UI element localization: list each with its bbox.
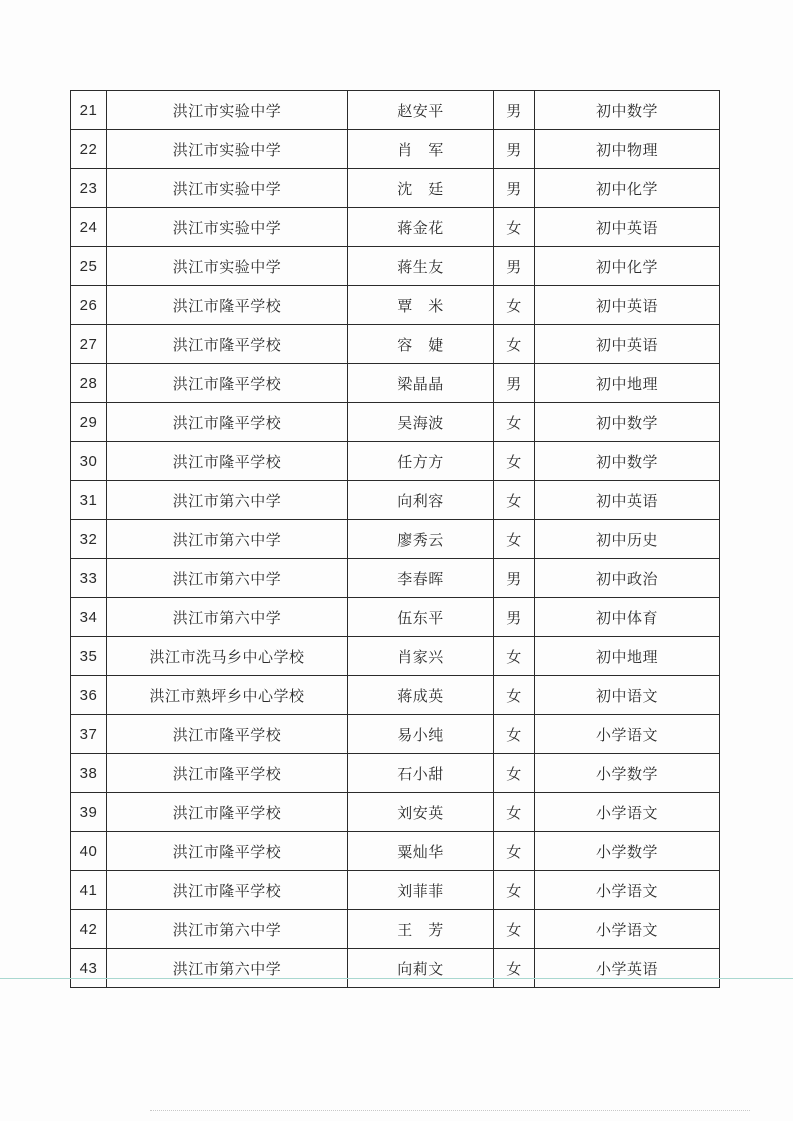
table-row [71, 598, 720, 637]
table-row [71, 325, 720, 364]
cell-subject: 初中数学 [535, 91, 720, 130]
cell-gender: 女 [494, 481, 535, 520]
cell-school: 洪江市第六中学 [107, 949, 348, 988]
cell-number: 26 [71, 286, 107, 325]
cell-number: 43 [71, 949, 107, 988]
cell-gender: 女 [494, 403, 535, 442]
cell-subject: 初中数学 [535, 403, 720, 442]
cell-gender: 男 [494, 247, 535, 286]
cell-number: 24 [71, 208, 107, 247]
cell-gender: 女 [494, 637, 535, 676]
cell-number: 36 [71, 676, 107, 715]
cell-school: 洪江市隆平学校 [107, 793, 348, 832]
cell-name: 易小纯 [348, 715, 494, 754]
cell-name: 赵安平 [348, 91, 494, 130]
cell-school: 洪江市第六中学 [107, 559, 348, 598]
table-row [71, 910, 720, 949]
cell-number: 28 [71, 364, 107, 403]
cell-subject: 小学语文 [535, 793, 720, 832]
cell-school: 洪江市隆平学校 [107, 286, 348, 325]
cell-name: 石小甜 [348, 754, 494, 793]
cell-number: 23 [71, 169, 107, 208]
table-row [71, 403, 720, 442]
scan-divider-line [0, 978, 793, 979]
cell-number: 40 [71, 832, 107, 871]
cell-subject: 初中历史 [535, 520, 720, 559]
table-row [71, 481, 720, 520]
table-row [71, 793, 720, 832]
cell-number: 33 [71, 559, 107, 598]
cell-gender: 男 [494, 559, 535, 598]
cell-gender: 男 [494, 130, 535, 169]
cell-school: 洪江市第六中学 [107, 481, 348, 520]
cell-gender: 女 [494, 754, 535, 793]
cell-name: 肖家兴 [348, 637, 494, 676]
cell-subject: 小学语文 [535, 715, 720, 754]
cell-name: 蒋成英 [348, 676, 494, 715]
cell-name: 肖 军 [348, 130, 494, 169]
table-row [71, 559, 720, 598]
cell-gender: 女 [494, 832, 535, 871]
table-row [71, 442, 720, 481]
cell-subject: 初中英语 [535, 325, 720, 364]
cell-subject: 初中语文 [535, 676, 720, 715]
cell-school: 洪江市熟坪乡中心学校 [107, 676, 348, 715]
cell-school: 洪江市实验中学 [107, 247, 348, 286]
table-row [71, 754, 720, 793]
cell-subject: 初中地理 [535, 637, 720, 676]
cell-school: 洪江市第六中学 [107, 910, 348, 949]
table-row [71, 91, 720, 130]
cell-name: 覃 米 [348, 286, 494, 325]
cell-name: 刘安英 [348, 793, 494, 832]
cell-school: 洪江市隆平学校 [107, 754, 348, 793]
cell-school: 洪江市第六中学 [107, 598, 348, 637]
scan-edge-marks [150, 1110, 750, 1113]
cell-name: 梁晶晶 [348, 364, 494, 403]
cell-number: 30 [71, 442, 107, 481]
cell-school: 洪江市实验中学 [107, 91, 348, 130]
roster-table [70, 90, 720, 988]
cell-name: 任方方 [348, 442, 494, 481]
cell-gender: 女 [494, 676, 535, 715]
cell-school: 洪江市实验中学 [107, 169, 348, 208]
table-row [71, 949, 720, 988]
cell-subject: 初中化学 [535, 247, 720, 286]
cell-name: 容 婕 [348, 325, 494, 364]
cell-number: 37 [71, 715, 107, 754]
cell-school: 洪江市隆平学校 [107, 325, 348, 364]
cell-name: 王 芳 [348, 910, 494, 949]
cell-name: 蒋金花 [348, 208, 494, 247]
cell-number: 21 [71, 91, 107, 130]
roster-table-body [71, 91, 720, 988]
cell-number: 32 [71, 520, 107, 559]
cell-gender: 女 [494, 871, 535, 910]
cell-subject: 初中英语 [535, 208, 720, 247]
cell-number: 22 [71, 130, 107, 169]
cell-gender: 女 [494, 910, 535, 949]
cell-subject: 小学英语 [535, 949, 720, 988]
cell-school: 洪江市隆平学校 [107, 442, 348, 481]
cell-name: 沈 廷 [348, 169, 494, 208]
cell-subject: 初中物理 [535, 130, 720, 169]
cell-subject: 初中政治 [535, 559, 720, 598]
cell-school: 洪江市隆平学校 [107, 364, 348, 403]
cell-name: 伍东平 [348, 598, 494, 637]
cell-school: 洪江市隆平学校 [107, 871, 348, 910]
cell-subject: 小学数学 [535, 832, 720, 871]
cell-number: 27 [71, 325, 107, 364]
cell-school: 洪江市实验中学 [107, 208, 348, 247]
table-row [71, 676, 720, 715]
cell-number: 29 [71, 403, 107, 442]
cell-gender: 男 [494, 598, 535, 637]
cell-gender: 女 [494, 520, 535, 559]
cell-gender: 女 [494, 208, 535, 247]
cell-name: 蒋生友 [348, 247, 494, 286]
cell-number: 35 [71, 637, 107, 676]
cell-number: 41 [71, 871, 107, 910]
cell-name: 吴海波 [348, 403, 494, 442]
table-row [71, 286, 720, 325]
table-row [71, 520, 720, 559]
table-row [71, 169, 720, 208]
cell-school: 洪江市洗马乡中心学校 [107, 637, 348, 676]
cell-gender: 男 [494, 364, 535, 403]
cell-name: 刘菲菲 [348, 871, 494, 910]
cell-number: 39 [71, 793, 107, 832]
table-row [71, 364, 720, 403]
cell-subject: 小学数学 [535, 754, 720, 793]
cell-school: 洪江市隆平学校 [107, 832, 348, 871]
table-row [71, 130, 720, 169]
cell-gender: 女 [494, 442, 535, 481]
cell-number: 34 [71, 598, 107, 637]
cell-gender: 女 [494, 715, 535, 754]
cell-subject: 初中数学 [535, 442, 720, 481]
cell-school: 洪江市实验中学 [107, 130, 348, 169]
cell-name: 向利容 [348, 481, 494, 520]
table-row [71, 871, 720, 910]
cell-gender: 女 [494, 793, 535, 832]
cell-school: 洪江市隆平学校 [107, 715, 348, 754]
cell-subject: 初中体育 [535, 598, 720, 637]
cell-number: 38 [71, 754, 107, 793]
cell-school: 洪江市第六中学 [107, 520, 348, 559]
cell-subject: 小学语文 [535, 910, 720, 949]
cell-subject: 初中英语 [535, 286, 720, 325]
table-row [71, 715, 720, 754]
table-row [71, 637, 720, 676]
cell-gender: 男 [494, 91, 535, 130]
cell-subject: 初中化学 [535, 169, 720, 208]
cell-name: 廖秀云 [348, 520, 494, 559]
cell-number: 25 [71, 247, 107, 286]
cell-number: 31 [71, 481, 107, 520]
cell-name: 李春晖 [348, 559, 494, 598]
cell-name: 向莉文 [348, 949, 494, 988]
cell-school: 洪江市隆平学校 [107, 403, 348, 442]
cell-subject: 小学语文 [535, 871, 720, 910]
table-row [71, 208, 720, 247]
cell-gender: 女 [494, 949, 535, 988]
cell-name: 粟灿华 [348, 832, 494, 871]
cell-gender: 女 [494, 325, 535, 364]
cell-subject: 初中英语 [535, 481, 720, 520]
table-row [71, 832, 720, 871]
cell-number: 42 [71, 910, 107, 949]
cell-subject: 初中地理 [535, 364, 720, 403]
cell-gender: 男 [494, 169, 535, 208]
table-row [71, 247, 720, 286]
cell-gender: 女 [494, 286, 535, 325]
